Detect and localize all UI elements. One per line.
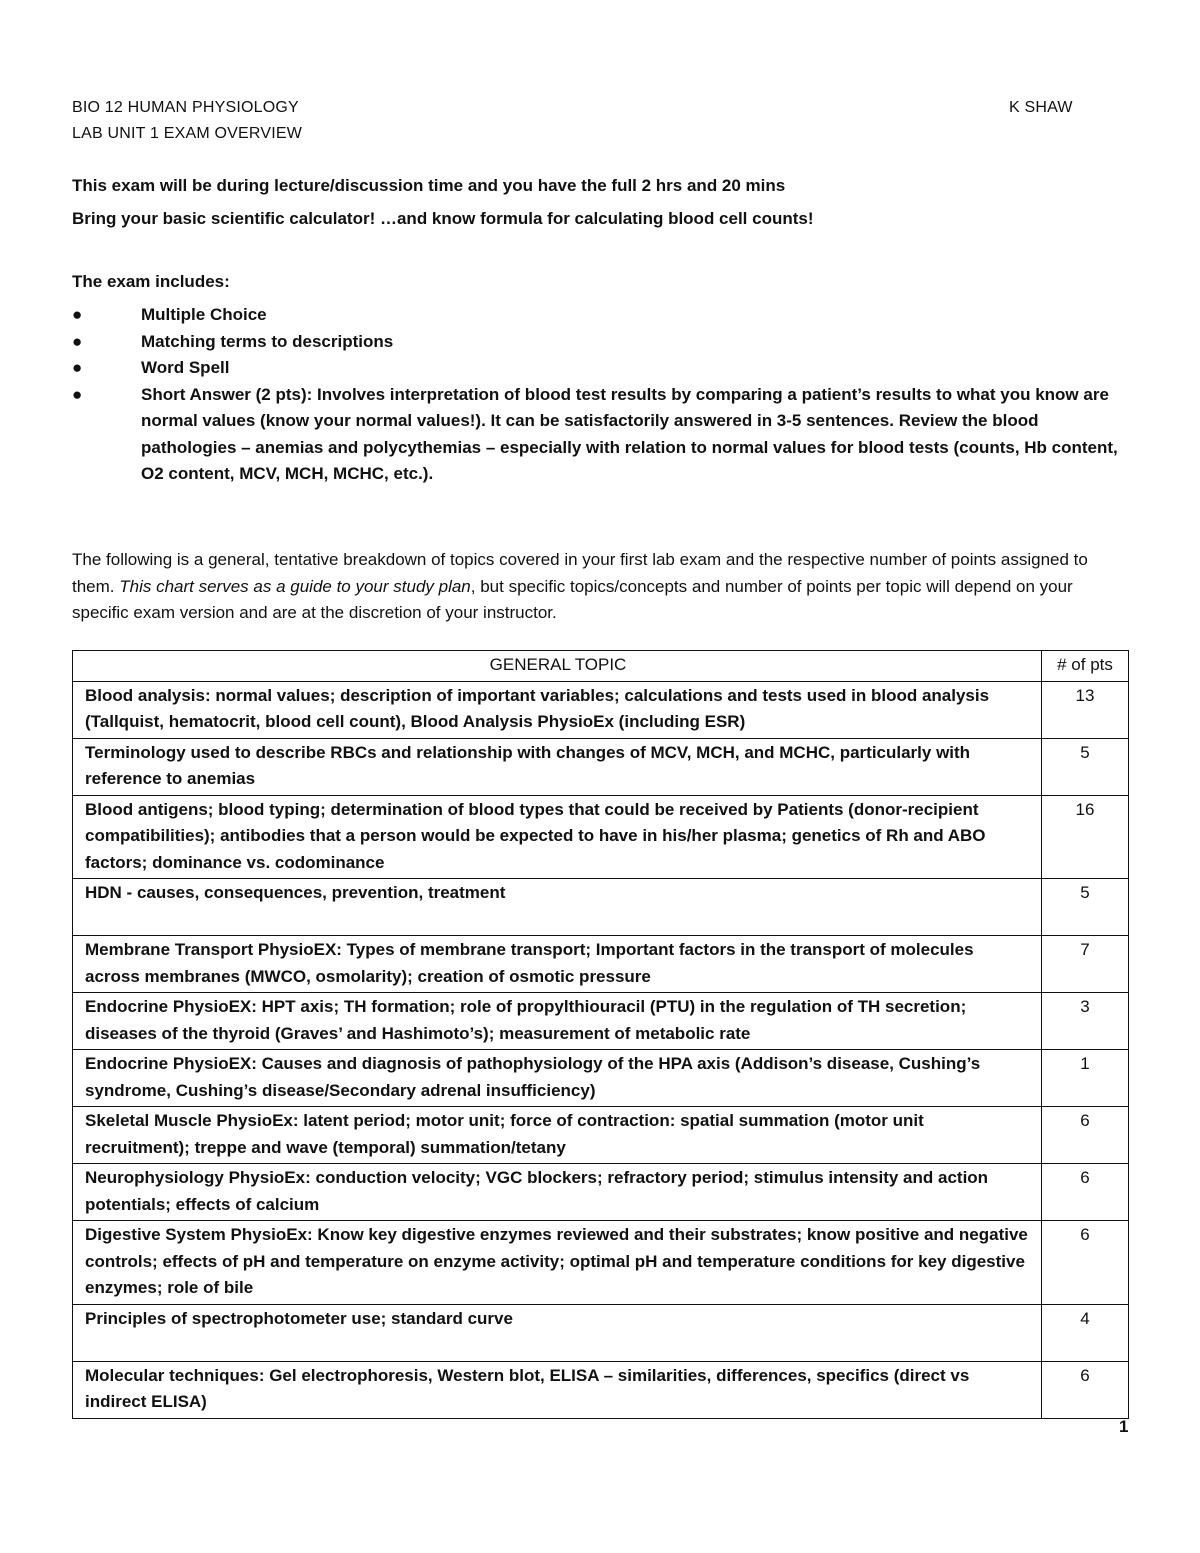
table-row bbox=[73, 1050, 1129, 1107]
exam-time-note: This exam will be during lecture/discussion time and you have the full 2 hrs and 20 mins bbox=[72, 176, 786, 195]
table-row bbox=[73, 1304, 1129, 1361]
document-subtitle: LAB UNIT 1 EXAM OVERVIEW bbox=[72, 125, 303, 142]
list-item-text: Short Answer (2 pts): Involves interpretation of blood test results by comparing a patient’s results to what you know are normal values (know your normal values!). It can be satisfactorily answered in 3-5 sentences. Review the blood pathologies – anemias and polycythemias – especially with relation to normal values for blood tests (counts, Hb content, O2 content, MCV, MCH, MCHC, etc.). bbox=[141, 384, 1118, 483]
table-row bbox=[73, 795, 1129, 879]
topic-column-header: GENERAL TOPIC bbox=[73, 651, 1042, 682]
topic-cell: Terminology used to describe RBCs and relationship with changes of MCV, MCH, and MCHC, particularly with reference to anemias bbox=[73, 738, 1042, 795]
table-row bbox=[73, 879, 1129, 936]
points-cell: 6 bbox=[1042, 1107, 1129, 1164]
table-row bbox=[73, 1221, 1129, 1305]
table-row bbox=[73, 738, 1129, 795]
course-title: BIO 12 HUMAN PHYSIOLOGY bbox=[72, 99, 299, 116]
topic-cell: Neurophysiology PhysioEx: conduction velocity; VGC blockers; refractory period; stimulus intensity and action potentials; effects of calcium bbox=[73, 1164, 1042, 1221]
page-number: 1 bbox=[1119, 1417, 1129, 1436]
points-cell: 4 bbox=[1042, 1304, 1129, 1361]
points-column-header: # of pts bbox=[1042, 651, 1129, 682]
bullet-icon: ● bbox=[72, 305, 83, 324]
list-item-text: Multiple Choice bbox=[141, 305, 267, 324]
bullet-icon: ● bbox=[72, 384, 83, 404]
table-row bbox=[73, 1164, 1129, 1221]
points-cell: 5 bbox=[1042, 738, 1129, 795]
topic-cell: Blood analysis: normal values; description of important variables; calculations and tests used in blood analysis (Tallquist, hematocrit, blood cell count), Blood Analysis PhysioEx (including ESR) bbox=[73, 681, 1042, 738]
paragraph-italic-text: This chart serves as a guide to your study plan bbox=[119, 576, 471, 596]
paragraph-text: The following is a general, tentative breakdown of topics covered in your first lab exam and the respective number of points assigned to them. bbox=[72, 550, 1088, 596]
table-row bbox=[73, 993, 1129, 1050]
exam-format-list bbox=[72, 302, 1132, 488]
topics-table bbox=[72, 650, 1129, 1419]
includes-heading: The exam includes: bbox=[72, 272, 230, 291]
topic-cell: Endocrine PhysioEX: HPT axis; TH formation; role of propylthiouracil (PTU) in the regulation of TH secretion; diseases of the thyroid (Graves’ and Hashimoto’s); measurement of metabolic rate bbox=[73, 993, 1042, 1050]
instructor-name: K SHAW bbox=[1009, 99, 1073, 116]
points-cell: 5 bbox=[1042, 879, 1129, 936]
table-row bbox=[73, 681, 1129, 738]
points-cell: 6 bbox=[1042, 1164, 1129, 1221]
list-item bbox=[72, 382, 1132, 488]
topic-cell: Membrane Transport PhysioEX: Types of membrane transport; Important factors in the transport of molecules across membranes (MWCO, osmolarity); creation of osmotic pressure bbox=[73, 936, 1042, 993]
table-row bbox=[73, 936, 1129, 993]
table-row bbox=[73, 1107, 1129, 1164]
points-cell: 7 bbox=[1042, 936, 1129, 993]
list-item bbox=[72, 355, 1132, 382]
paragraph-text-end: , but specific topics/concepts and number of points per topic will depend on your specific exam version and are at the discretion of your instructor. bbox=[72, 576, 1073, 622]
bullet-icon: ● bbox=[72, 331, 83, 351]
points-cell: 1 bbox=[1042, 1050, 1129, 1107]
list-item bbox=[72, 302, 1132, 329]
table-row bbox=[73, 1361, 1129, 1418]
points-cell: 16 bbox=[1042, 795, 1129, 879]
topic-cell: Principles of spectrophotometer use; standard curve bbox=[73, 1304, 1042, 1361]
points-cell: 3 bbox=[1042, 993, 1129, 1050]
topic-cell: Molecular techniques: Gel electrophoresis, Western blot, ELISA – similarities, differences, specifics (direct vs indirect ELISA) bbox=[73, 1361, 1042, 1418]
list-item-text: Word Spell bbox=[141, 358, 230, 377]
topic-cell: Digestive System PhysioEx: Know key digestive enzymes reviewed and their substrates; know positive and negative controls; effects of pH and temperature on enzyme activity; optimal pH and temperature conditions for key digestive enzymes; role of bile bbox=[73, 1221, 1042, 1305]
topic-cell: Skeletal Muscle PhysioEx: latent period; motor unit; force of contraction: spatial summation (motor unit recruitment); treppe and wave (temporal) summation/tetany bbox=[73, 1107, 1042, 1164]
list-item-text: Matching terms to descriptions bbox=[141, 331, 394, 351]
table-header-row bbox=[73, 651, 1129, 682]
topic-cell: HDN - causes, consequences, prevention, treatment bbox=[73, 879, 1042, 936]
bullet-icon: ● bbox=[72, 358, 83, 377]
points-cell: 13 bbox=[1042, 681, 1129, 738]
calculator-note: Bring your basic scientific calculator! …and know formula for calculating blood cell counts! bbox=[72, 209, 814, 228]
points-cell: 6 bbox=[1042, 1361, 1129, 1418]
topic-cell: Blood antigens; blood typing; determination of blood types that could be received by Patients (donor-recipient compatibilities); antibodies that a person would be expected to have in his/her plasma; genetics of Rh and ABO factors; dominance vs. codominance bbox=[73, 795, 1042, 879]
points-cell: 6 bbox=[1042, 1221, 1129, 1305]
list-item bbox=[72, 329, 1132, 356]
breakdown-paragraph bbox=[72, 547, 1134, 627]
topic-cell: Endocrine PhysioEX: Causes and diagnosis of pathophysiology of the HPA axis (Addison’s disease, Cushing’s syndrome, Cushing’s disease/Secondary adrenal insufficiency) bbox=[73, 1050, 1042, 1107]
